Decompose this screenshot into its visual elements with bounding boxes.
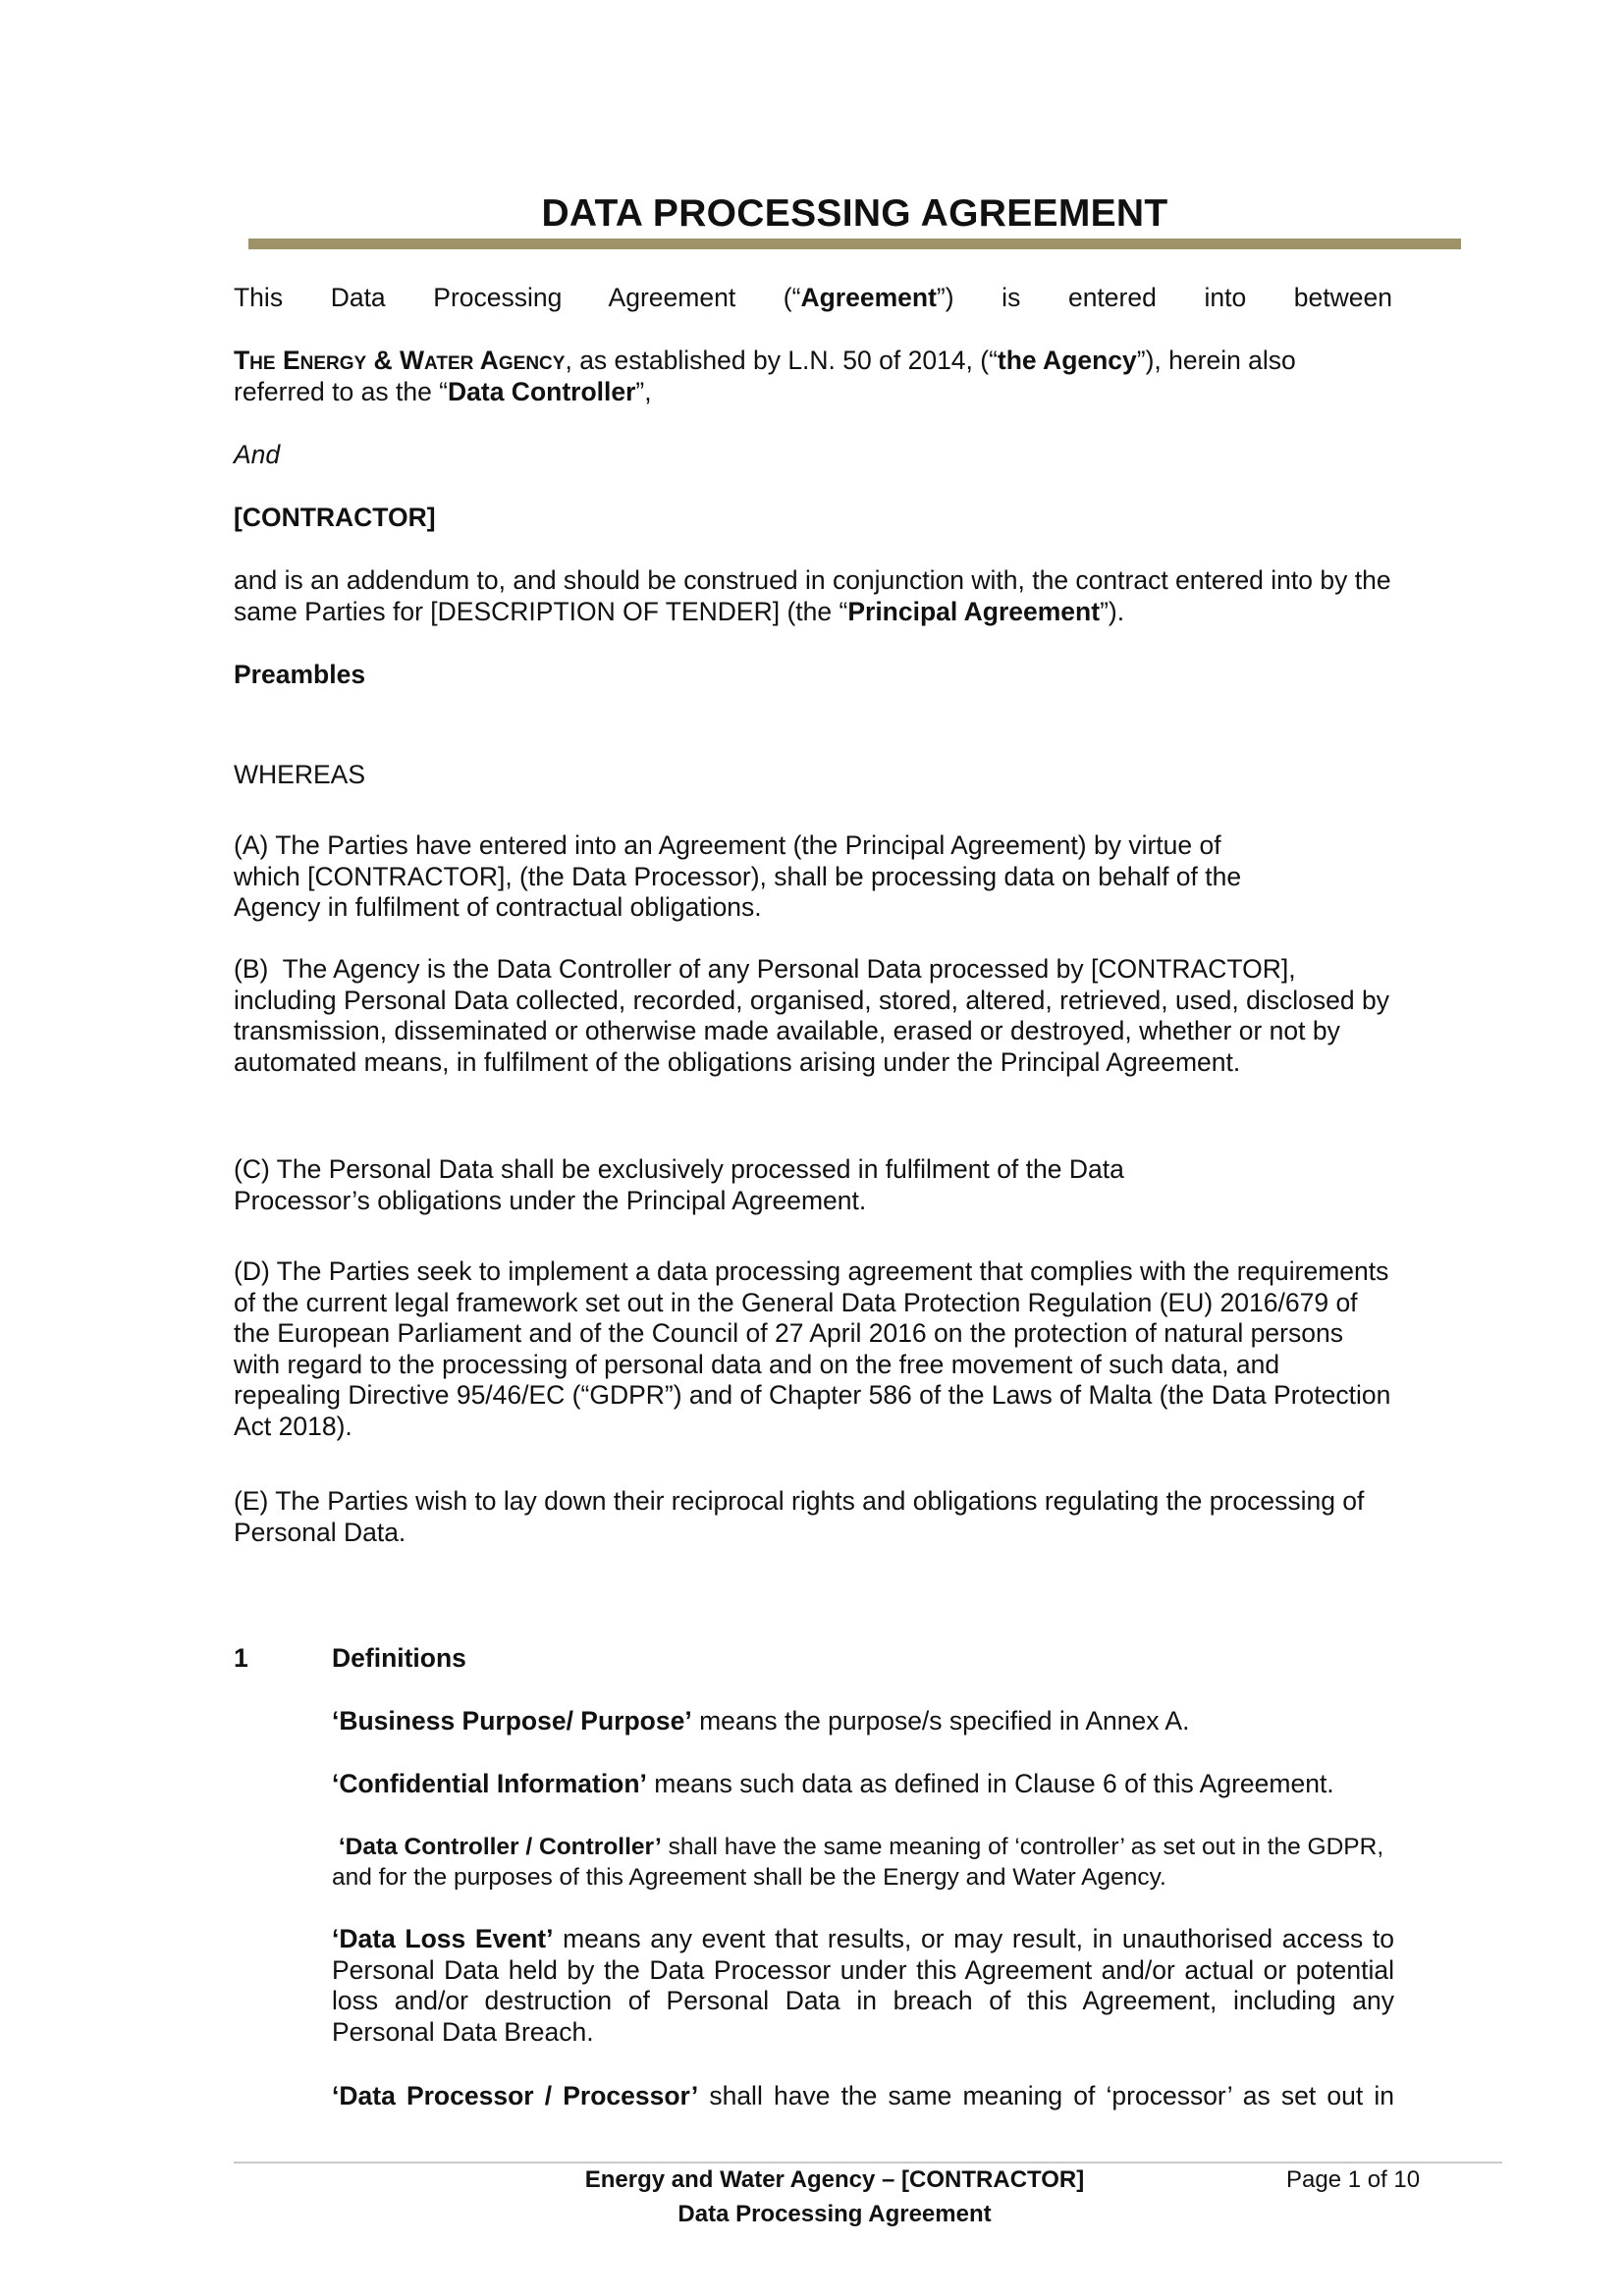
principal-agreement-term: Principal Agreement — [847, 596, 1101, 626]
definition-data-loss-event — [332, 1924, 1394, 2048]
party-agency-text-e: ”, — [635, 376, 652, 406]
intro-paragraph — [234, 283, 1392, 314]
party-agency-term: the Agency — [997, 346, 1137, 375]
and-label: And — [234, 440, 281, 469]
recital-e: (E) The Parties wish to lay down their reciprocal rights and obligations regulating the processing of Personal Data. — [234, 1486, 1365, 1547]
addendum-text-a: and is an addendum to, and should be construed in conjunction with, the contract entered into by the same Parties for [DESCRIPTION OF TENDER] (the “ — [234, 565, 1391, 626]
preambles-heading: Preambles — [234, 660, 366, 689]
definition-business-purpose — [332, 1706, 1394, 1737]
definition-term: ‘Data Processor / Processor’ — [332, 2081, 699, 2110]
document-title: DATA PROCESSING AGREEMENT — [541, 192, 1168, 235]
addendum-text-c: ”). — [1100, 596, 1125, 626]
definition-data-processor — [332, 2081, 1394, 2112]
intro-term-agreement: Agreement — [800, 283, 937, 312]
footer-line-1: Energy and Water Agency – [CONTRACTOR] — [584, 2166, 1085, 2193]
definition-text: means such data as defined in Clause 6 of this Agreement. — [646, 1769, 1334, 1798]
recital-b: (B) The Agency is the Data Controller of any Personal Data processed by [CONTRACTOR], including Personal Data collected, recorded, organised, stored, altered, retrieved, used, disclosed by transmission, disseminated or otherwise made available, erased or destroyed, whether or not by automated means, in fulfilment of the obligations arising under the Principal Agreement. — [234, 954, 1389, 1077]
definition-term: ‘Business Purpose/ Purpose’ — [332, 1706, 692, 1735]
definition-text: means any event that results, or may result, in unauthorised access to Personal Data held by the Data Processor under this Agreement and/or actual or potential loss and/or destruction of Personal Data in breach of this Agreement, including any Personal Data Breach. — [332, 1924, 1394, 2047]
definition-term: ‘Confidential Information’ — [332, 1769, 647, 1798]
definition-data-controller — [332, 1832, 1394, 1893]
definition-text: shall have the same meaning of ‘controller’ as set out in the GDPR, and for the purposes of this Agreement shall be the Energy and Water Agency. — [332, 1834, 1384, 1891]
definition-text: shall have the same meaning of ‘processor’ as set out in — [698, 2081, 1394, 2110]
party-agency-text-a: , as established by L.N. 50 of 2014, (“ — [565, 346, 998, 375]
section-heading: Definitions — [332, 1643, 466, 1673]
recital-d: (D) The Parties seek to implement a data processing agreement that complies with the requirements of the current legal framework set out in the General Data Protection Regulation (EU) 2016/679 of the European Parliament and of the Council of 27 April 2016 on the protection of natural persons with regard to the processing of personal data and on the free movement of such data, and repealing Directive 95/46/EC (“GDPR”) and of Chapter 586 of the Laws of Malta (the Data Protection Act 2018). — [234, 1256, 1391, 1441]
footer-line-2: Data Processing Agreement — [677, 2201, 992, 2227]
intro-text-a: This Data Processing Agreement (“ — [234, 283, 801, 312]
definition-term: ‘Data Controller / Controller’ — [338, 1834, 662, 1860]
title-rule — [248, 239, 1461, 249]
intro-text-c: ”) is entered into between — [936, 283, 1392, 312]
recital-a: (A) The Parties have entered into an Agreement (the Principal Agreement) by virtue of which [CONTRACTOR], (the Data Processor), shall be processing data on behalf of the Agency in fulfilment of contractual obligations. — [234, 830, 1242, 922]
definition-confidential-information — [332, 1769, 1394, 1800]
party-data-controller-term: Data Controller — [448, 376, 636, 406]
page-number: Page 1 of 10 — [1286, 2166, 1421, 2193]
recital-c: (C) The Personal Data shall be exclusively processed in fulfilment of the Data Processor’s obligations under the Principal Agreement. — [234, 1154, 1124, 1215]
party-agency-text-c: ”), herein also referred to as the “ — [234, 346, 1296, 406]
contractor-label: [CONTRACTOR] — [234, 503, 436, 532]
definition-term: ‘Data Loss Event’ — [332, 1924, 554, 1953]
party-agency-name: The Energy & Water Agency — [234, 346, 566, 375]
section-number: 1 — [234, 1643, 248, 1673]
party-agency-paragraph — [234, 346, 1353, 407]
whereas-label: WHEREAS — [234, 760, 365, 789]
addendum-paragraph — [234, 565, 1392, 627]
definition-text: means the purpose/s specified in Annex A. — [691, 1706, 1190, 1735]
